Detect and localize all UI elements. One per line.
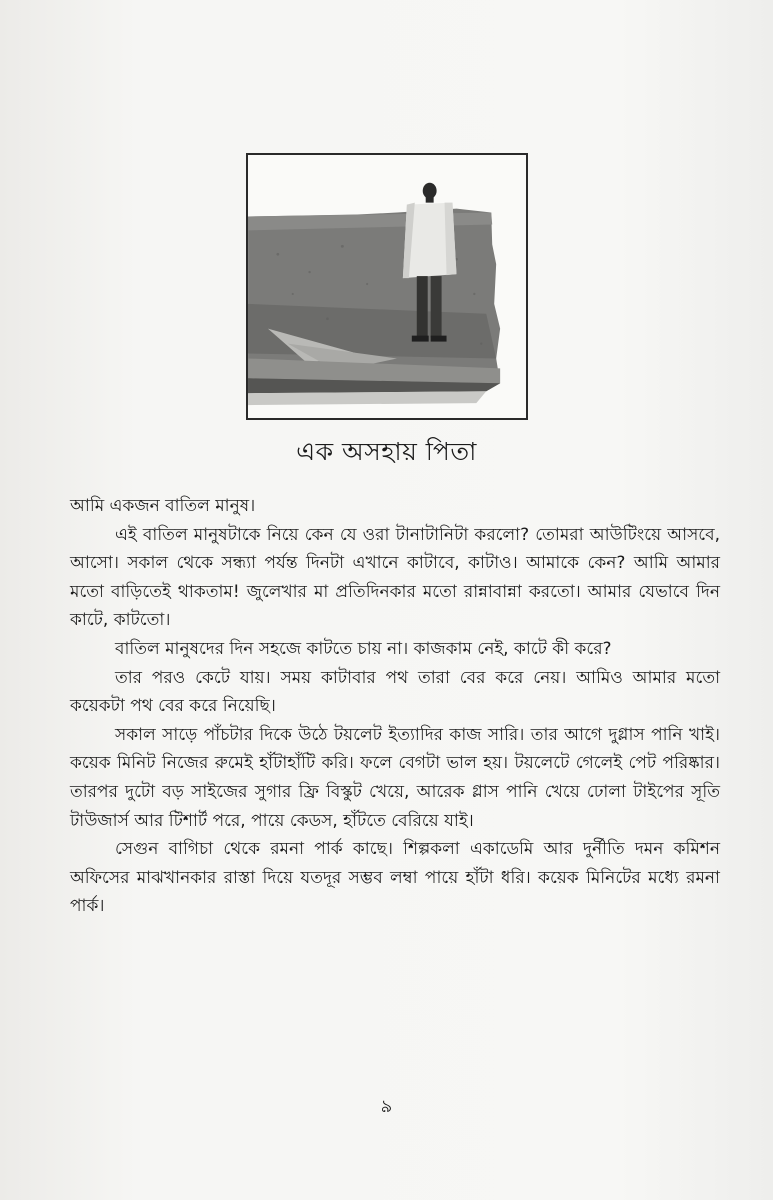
chapter-illustration [246,153,528,420]
chapter-title: এক অসহায় পিতা [296,437,477,466]
paragraph-5: সকাল সাড়ে পাঁচটার দিকে উঠে টয়লেট ইত্যাদির কাজ সারি। তার আগে দুগ্লাস পানি খাই। কয়েক মিনিট নিজের রুমেই হাঁটাহাঁটি করি। ফলে বেগটা ভাল হয়। টয়লেটে গেলেই পেট পরিষ্কার। তারপর দুটো বড় সাইজের সুগার ফ্রি বিস্কুট খেয়ে, আরেক গ্লাস পানি খেয়ে ঢোলা টাইপের সূতি টাউজার্স আর টিশার্ট পরে, পায়ে কেডস, হাঁটতে বেরিয়ে যাই। [70,724,720,831]
paragraph-3: বাতিল মানুষদের দিন সহজে কাটতে চায় না। কাজকাম নেই, কাটে কী করে? [115,638,612,659]
paragraph-4: তার পরও কেটে যায়। সময় কাটাবার পথ তারা বের করে নেয়। আমিও আমার মতো কয়েকটা পথ বের করে নিয়েছি। [70,667,720,717]
page-number: ৯ [380,1096,393,1117]
paragraph-2: এই বাতিল মানুষটাকে নিয়ে কেন যে ওরা টানাটানিটা করলো? তোমরা আউটিংয়ে আসবে, আসো। সকাল থেকে সন্ধ্যা পর্যন্ত দিনটা এখানে কাটাবে, কাটাও। আমাকে কেন? আমি আমার মতো বাড়িতেই থাকতাম! জুলেখার মা প্রতিদিনকার মতো রান্নাবান্না করতো। আমার যেভাবে দিন কাটে, কাটতো। [70,524,720,631]
paragraph-6: সেগুন বাগিচা থেকে রমনা পার্ক কাছে। শিল্পকলা একাডেমি আর দুর্নীতি দমন কমিশন অফিসের মাঝখানকার রাস্তা দিয়ে যতদূর সম্ভব লম্বা পায়ে হাঁটা ধরি। কয়েক মিনিটের মধ্যে রমনা পার্ক। [70,839,720,917]
man-on-cliff-illustration [248,155,526,418]
paragraph-1: আমি একজন বাতিল মানুষ। [70,496,256,516]
body-text [70,492,720,921]
